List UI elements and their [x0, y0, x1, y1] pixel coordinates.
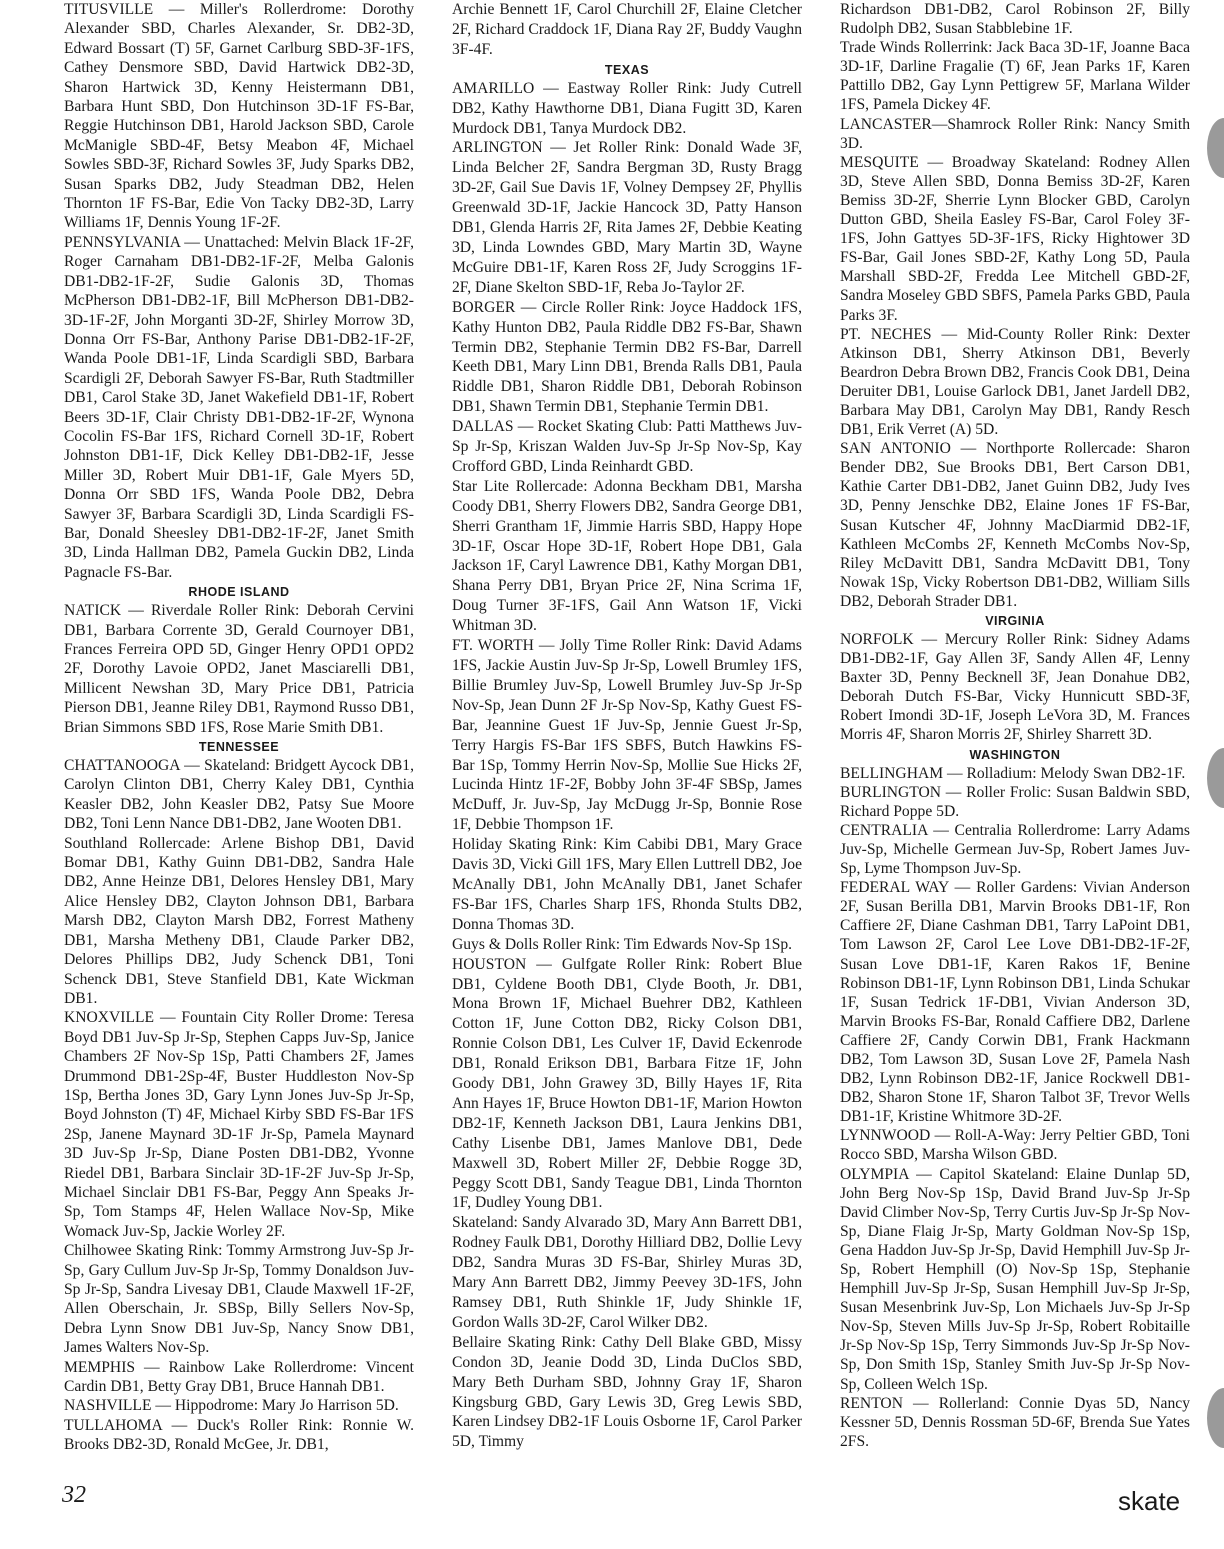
page-number: 32: [62, 1482, 86, 1508]
rink-entry: OLYMPIA — Capitol Skateland: Elaine Dunlap 5D, John Berg Nov-Sp 1Sp, David Brand Juv-Sp Jr-Sp David Climber Nov-Sp, Terry Curtis Juv-Sp Jr-Sp Nov-Sp, Diane Flaig Jr-Sp, Marty Goldman Nov-Sp 1Sp, Gena Haddon Juv-Sp Jr-Sp, David Hemphill Juv-Sp Jr-Sp, Robert Hemphill (O) Nov-Sp 1Sp, Stephanie Hemphill Juv-Sp Jr-Sp, Susan Hemphill Juv-Sp Jr-Sp, Susan Mesenbrink Juv-Sp, Lon Michaels Juv-Sp Jr-Sp Nov-Sp, Steven Mills Juv-Sp Jr-Sp, Robert Robitaille Jr-Sp Nov-Sp 1Sp, Terry Simmonds Juv-Sp Jr-Sp Nov-Sp, Don Smith 1Sp, Stanley Smith Juv-Sp Jr-Sp Nov-Sp, Colleen Welch 1Sp.: [840, 1165, 1190, 1393]
rink-entry: NATICK — Riverdale Roller Rink: Deborah Cervini DB1, Barbara Corrente 3D, Gerald Cournoyer DB1, Frances Ferreira OPD 5D, Ginger Henry OPD1 OPD2 2F, Dorothy Lavoie OPD2, Janet Masciarelli DB1, Millicent Newshan 3D, Mary Price DB1, Patricia Pierson DB1, Jeanne Riley DB1, Raymond Russo DB1, Brian Simmons SBD 1FS, Rose Marie Smith DB1.: [64, 602, 414, 736]
rink-entry: LYNNWOOD — Roll-A-Way: Jerry Peltier GBD, Toni Rocco SBD, Marsha Wilson GBD.: [840, 1127, 1190, 1164]
rink-entry: DALLAS — Rocket Skating Club: Patti Matthews Juv-Sp Jr-Sp, Kriszan Walden Juv-Sp Jr-Sp Nov-Sp, Kay Crofford GBD, Linda Reinhardt GBD.: [452, 418, 802, 475]
rink-entry: Richardson DB1-DB2, Carol Robinson 2F, Billy Rudolph DB2, Susan Stabblebine 1F.: [840, 1, 1190, 38]
rink-entry: FEDERAL WAY — Roller Gardens: Vivian Anderson 2F, Susan Berilla DB1, Marvin Brooks DB1-1F, Ron Caffiere 2F, Diane Cashman DB1, Tarry LaPoint DB1, Tom Lawson 2F, Carol Lee Love DB1-DB2-1F-2F, Susan Love DB1-1F, Karen Rakos 1F, Benine Robinson DB1-1F, Lynn Robinson DB1, Linda Schukar 1F, Susan Tedrick 1F-DB1, Vivian Anderson 3D, Marvin Brooks FS-Bar, Ronald Caffiere DB2, Darlene Caffiere 2F, Candy Corwin DB1, Frank Hackmann DB2, Tom Lawson 3D, Susan Love 2F, Pamela Nash DB2, Lynn Robinson DB2-1F, Janice Rockwell DB1-DB2, Sharon Stone 1F, Sharon Talbot 3F, Trevor Wells DB1-1F, Kristine Whitmore 3D-2F.: [840, 879, 1190, 1126]
state-heading: VIRGINIA: [985, 614, 1045, 628]
rink-entry: Trade Winds Rollerrink: Jack Baca 3D-1F, Joanne Baca 3D-1F, Darline Fragalie (T) 6F, Jean Parks 1F, Karen Pattillo DB2, Gay Lynn Pettigrew 5F, Marlana Wilder 1FS, Pamela Dickey 4F.: [840, 39, 1190, 114]
rink-entry: LANCASTER—Shamrock Roller Rink: Nancy Smith 3D.: [840, 115, 1190, 152]
rink-entry: SAN ANTONIO — Northporte Rollercade: Sharon Bender DB2, Sue Brooks DB1, Bert Carson DB1, Kathie Carter DB1-DB2, Janet Guinn DB2, Judy Ives 3D, Penny Jenschke DB2, Elaine Jones 1F FS-Bar, Susan Kutscher 4F, Johnny MacDiarmid DB2-1F, Kathleen McCombs 2F, Kenneth McCombs Nov-Sp, Riley McDavitt DB1, Sandra McDavitt DB1, Tony Nowak 1Sp, Vicky Robertson DB1-DB2, William Sills DB2, Deborah Strader DB1.: [840, 440, 1190, 610]
state-heading: RHODE ISLAND: [188, 585, 290, 600]
rink-entry: KNOXVILLE — Fountain City Roller Drome: Teresa Boyd DB1 Juv-Sp Jr-Sp, Stephen Capps Juv-Sp, Janice Chambers 2F Nov-Sp 1Sp, Patti Chambers 2F, James Drummond DB1-2Sp-4F, Buster Huddleston Nov-Sp 1Sp, Bertha Jones 3D, Gary Lynn Jones Juv-Sp Jr-Sp, Boyd Johnston (T) 4F, Michael Kirby SBD FS-Bar 1FS 2Sp, Janene Maynard 3D-1F Jr-Sp, Pamela Maynard 3D Juv-Sp Jr-Sp, Diane Posten DB1-DB2, Yvonne Riedel DB1, Barbara Sinclair 3D-1F-2F Juv-Sp Jr-Sp, Michael Sinclair DB1 FS-Bar, Peggy Ann Speaks Jr-Sp, Tom Stamps 4F, Helen Wallace Nov-Sp, Mike Womack Juv-Sp, Jackie Worley 2F.: [64, 1009, 414, 1240]
rink-entry: Skateland: Sandy Alvarado 3D, Mary Ann Barrett DB1, Rodney Faulk DB1, Dorothy Hilliard DB2, Dollie Levy DB2, Sandra Muras 3D FS-Bar, Shirley Muras 3D, Mary Ann Barrett DB2, Jimmy Peevey 3D-1FS, John Ramsey DB1, Ruth Shinkle 1F, Judy Shinkle 1F, Gordon Walls 3D-2F, Carol Wilker DB2.: [452, 1214, 802, 1331]
column-middle: [452, 0, 802, 1452]
binder-hole: [1207, 118, 1224, 178]
rink-entry: Bellaire Skating Rink: Cathy Dell Blake GBD, Missy Condon 3D, Jeanie Dodd 3D, Linda DuClos SBD, Mary Beth Durham SBD, Johnny Gray 1F, Sharon Kingsburg GBD, Gary Lewis 3D, Greg Lewis SBD, Karen Lindsey DB2-1F Louis Osborne 1F, Carol Parker 5D, Timmy: [452, 1333, 802, 1451]
rink-entry: Chilhowee Skating Rink: Tommy Armstrong Juv-Sp Jr-Sp, Gary Cullum Juv-Sp Jr-Sp, Tommy Donaldson Juv-Sp Jr-Sp, Sandra Livesay DB1, Claude Maxwell 1F-2F, Allen Oberschain, Jr. SBSp, Billy Sellers Nov-Sp, Debra Lynn Snow DB1 Juv-Sp, Nancy Snow DB1, James Walters Nov-Sp.: [64, 1242, 414, 1357]
state-heading: TENNESSEE: [198, 740, 280, 755]
rink-entry: Southland Rollercade: Arlene Bishop DB1, David Bomar DB1, Kathy Guinn DB1-DB2, Sandra Hale DB2, Anne Heinze DB1, Delores Hensley DB1, Mary Alice Hensley DB2, Clayton Johnson DB1, Barbara Marsh DB2, Clayton Marsh DB2, Forrest Matheny DB1, Marsha Metheny DB1, Claude Parker DB2, Delores Phillips DB2, Judy Schenck DB1, Toni Schenck DB1, Steve Stanfield DB1, Kate Wickman DB1.: [64, 834, 414, 1007]
rink-entry: Archie Bennett 1F, Carol Churchill 2F, Elaine Cletcher 2F, Richard Craddock 1F, Diana Ray 2F, Buddy Vaughn 3F-4F.: [452, 1, 802, 58]
rink-entry: BORGER — Circle Roller Rink: Joyce Haddock 1FS, Kathy Hunton DB2, Paula Riddle DB2 FS-Bar, Shawn Termin DB2, Stephanie Termin DB2 FS-Bar, Darrell Keeth DB1, Mary Linn DB1, Brenda Ralls DB1, Paula Riddle DB1, Sharon Riddle DB1, Deborah Robinson DB1, Shawn Termin DB1, Stephanie Termin DB1.: [452, 298, 802, 416]
rink-entry: ARLINGTON — Jet Roller Rink: Donald Wade 3F, Linda Belcher 2F, Sandra Bergman 3D, Rusty Bragg 3D-2F, Gail Sue Davis 1F, Volney Dempsey 2F, Phyllis Greenwald 3D-1F, Jackie Hancock 3D, Patty Hanson DB1, Glenda Harris 2F, Rita James 2F, Debbie Keating 3D, Linda Lowndes GBD, Mary Martin 3D, Wayne McGuire DB1-1F, Karen Ross 2F, Judy Scroggins 1F-2F, Diane Skelton SBD-1F, Reba Jo-Taylor 2F.: [452, 139, 802, 296]
rink-entry: RENTON — Rollerland: Connie Dyas 5D, Nancy Kessner 5D, Dennis Rossman 5D-6F, Brenda Sue Yates 2FS.: [840, 1394, 1190, 1450]
state-heading: TEXAS: [604, 62, 650, 77]
column-right: [840, 0, 1190, 1451]
magazine-name: skate: [1118, 1486, 1181, 1516]
rink-entry: Guys & Dolls Roller Rink: Tim Edwards Nov-Sp 1Sp.: [452, 935, 793, 953]
rink-entry: PENNSYLVANIA — Unattached: Melvin Black 1F-2F, Roger Carnaham DB1-DB2-1F-2F, Melba Galonis DB1-DB2-1F-2F, Sudie Galonis 3D, Thomas McPherson DB1-DB2-1F, Bill McPherson DB1-DB2-3D-1F-2F, John Morganti 3D-2F, Shirley Morrow 3D, Donna Orr FS-Bar, Anthony Parise DB1-DB2-1F-2F, Wanda Poole DB1-1F, Linda Scardigli SBD, Barbara Scardigli 2F, Deborah Sawyer FS-Bar, Ruth Stadtmiller DB1, Carol Stake 3D, Janet Wakefield DB1-1F, Robert Beers 3D-1F, Clair Christy DB1-DB2-1F-2F, Wynona Cocolin FS-Bar 1FS, Richard Cornell 3D-1F, Robert Johnston DB1-1F, Dick Kelley DB1-DB2-1F, Jesse Miller 3D, Robert Muir DB1-1F, Gale Myers 5D, Donna Orr SBD 1FS, Wanda Poole DB2, Debra Sawyer 3F, Barbara Scardigli 3D, Linda Scardigli FS-Bar, Donald Sheesley DB1-DB2-1F-2F, Janet Smith 3D, Linda Hallman DB2, Pamela Guckin DB2, Linda Pagnacle FS-Bar.: [64, 233, 414, 581]
rink-entry: NASHVILLE — Hippodrome: Mary Jo Harrison 5D.: [64, 1397, 399, 1415]
rink-entry: MEMPHIS — Rainbow Lake Rollerdrome: Vincent Cardin DB1, Betty Gray DB1, Bruce Hannah DB1.: [64, 1358, 414, 1396]
state-heading: WASHINGTON: [969, 747, 1061, 762]
rink-entry: BELLINGHAM — Rolladium: Melody Swan DB2-1F.: [840, 764, 1186, 782]
rink-entry: Holiday Skating Rink: Kim Cabibi DB1, Mary Grace Davis 3D, Vicki Gill 1FS, Mary Ellen Luttrell DB2, Joe McAnally DB1, John McAnally DB1, Janet Schafer FS-Bar 1FS, Charles Sharp 1FS, Rhonda Stults DB2, Donna Thomas 3D.: [452, 836, 802, 933]
rink-entry: CENTRALIA — Centralia Rollerdrome: Larry Adams Juv-Sp, Michelle Germean Juv-Sp, Robert James Juv-Sp, Lyme Thompson Juv-Sp.: [840, 821, 1190, 878]
rink-entry: BURLINGTON — Roller Frolic: Susan Baldwin SBD, Richard Poppe 5D.: [840, 783, 1190, 820]
binder-hole: [1207, 1388, 1224, 1448]
rink-entry: PT. NECHES — Mid-County Roller Rink: Dexter Atkinson DB1, Sherry Atkinson DB1, Beverly Beardron Debra Brown DB2, Francis Cook DB1, Deina Deruiter DB1, Louise Garlock DB1, Janet Jardell DB2, Barbara May DB1, Carolyn May DB1, Randy Resch DB1, Erik Verret (A) 5D.: [840, 325, 1190, 439]
rink-entry: NORFOLK — Mercury Roller Rink: Sidney Adams DB1-DB2-1F, Gay Allen 3F, Sandy Allen 4F, Lenny Baxter 3D, Penny Becknell 3F, Jean Donahue DB2, Deborah Dutch FS-Bar, Vicky Hunnicutt SBD-3F, Robert Imondi 3D-1F, Joseph LeVora 3D, M. Frances Morris 4F, Sharon Morris 2F, Shirley Sharrett 3D.: [840, 631, 1190, 744]
column-left: [64, 0, 414, 1455]
rink-entry: CHATTANOOGA — Skateland: Bridgett Aycock DB1, Carolyn Clinton DB1, Cherry Kaley DB1, Cynthia Keasler DB2, John Keasler DB2, Patsy Sue Moore DB2, Toni Lenn Nance DB1-DB2, Jane Wooten DB1.: [64, 757, 414, 833]
rink-entry: MESQUITE — Broadway Skateland: Rodney Allen 3D, Steve Allen SBD, Donna Bemiss 3D-2F, Karen Bemiss 3D-2F, Sherrie Lynn Blocker GBD, Carolyn Dutton GBD, Sheila Easley FS-Bar, Carol Foley 3F-1FS, John Gattyes 5D-3F-1FS, Ricky Hightower 3D FS-Bar, Gail Jones SBD-2F, Kathy Long 5D, Paula Marshall SBD-2F, Fredda Lee Mitchell GBD-2F, Sandra Moseley GBD SBFS, Pamela Parks GBD, Paula Parks 3F.: [840, 153, 1190, 324]
rink-entry: TULLAHOMA — Duck's Roller Rink: Ronnie W. Brooks DB2-3D, Ronald McGee, Jr. DB1,: [64, 1416, 414, 1454]
rink-entry: FT. WORTH — Jolly Time Roller Rink: David Adams 1FS, Jackie Austin Juv-Sp Jr-Sp, Lowell Brumley 1FS, Billie Brumley Juv-Sp, Lowell Brumley Juv-Sp Jr-Sp Nov-Sp, Jean Dunn 2F Jr-Sp Nov-Sp, Kathy Guest FS-Bar, Jeannine Guest 1F Juv-Sp, Jennie Guest Jr-Sp, Terry Hargis FS-Bar 1FS SBFS, Butch Hawkins FS-Bar 1Sp, Tommy Herrin Nov-Sp, Mollie Sue Hicks 2F, Lucinda Hintz 1F-2F, Bobby John 3F-4F SBSp, James McDuff, Jr. Juv-Sp, Jay McDugg Jr-Sp, Bonnie Rose 1F, Debbie Thompson 1F.: [452, 637, 802, 834]
rink-entry: Star Lite Rollercade: Adonna Beckham DB1, Marsha Coody DB1, Sherry Flowers DB2, Sandra George DB1, Sherri Grantham 1F, Jimmie Harris SBD, Happy Hope 3D-1F, Oscar Hope 3D-1F, Robert Hope DB1, Gala Jackson 1F, Caryl Lawrence DB1, Kathy Morgan DB1, Shana Perry DB1, Bryan Price 2F, Nina Scrima 1F, Doug Turner 3F-1FS, Gail Ann Watson 1F, Vicki Whitman 3D.: [452, 477, 802, 635]
rink-entry: TITUSVILLE — Miller's Rollerdrome: Dorothy Alexander SBD, Charles Alexander, Sr. DB2-3D, Edward Bossart (T) 5F, Garnet Carlburg SBD-3F-1FS, Cathey Densmore SBD, David Hartwick DB2-3D, Sharon Hartwick 3D, Kenny Heistermann DB1, Barbara Hunt SBD, Don Hutchinson 3D-1F FS-Bar, Reggie Hutchinson DB1, Harold Jackson SBD, Carole McManigle SBD-4F, Betsy Meabon 4F, Michael Sowles SBD-3F, Richard Sowles 3F, Judy Sparks DB2, Susan Sparks DB2, Judy Steadman DB2, Helen Thornton 1F FS-Bar, Edie Von Tacky DB2-3D, Larry Williams 1F, Dennis Young 1F-2F.: [64, 1, 414, 232]
rink-entry: AMARILLO — Eastway Roller Rink: Judy Cutrell DB2, Kathy Hawthorne DB1, Diana Fugitt 3D, Karen Murdock DB1, Tanya Murdock DB2.: [452, 79, 802, 137]
rink-entry: HOUSTON — Gulfgate Roller Rink: Robert Blue DB1, Cyldene Booth DB1, Clyde Booth, Jr. DB1, Mona Brown 1F, Michael Buehrer DB2, Kathleen Cotton 1F, June Cotton DB2, Ricky Colson DB1, Ronnie Colson DB1, Les Culver 1F, David Eckenrode DB1, Ronald Erikson DB1, Barbara Fitze 1F, John Goody DB1, John Grawey 3D, Billy Hayes 1F, Rita Ann Hayes 1F, Bruce Howton DB1-1F, Marion Howton DB2-1F, Kenneth Jackson DB1, Laura Jenkins DB1, Cathy Lisenbe DB1, James Manlove DB1, Dede Maxwell 3D, Robert Miller 2F, Debbie Rogge 3D, Peggy Scott DB1, Sandy Teague DB1, Linda Thornton 1F, Dudley Young DB1.: [452, 955, 802, 1212]
binder-hole: [1207, 748, 1224, 808]
